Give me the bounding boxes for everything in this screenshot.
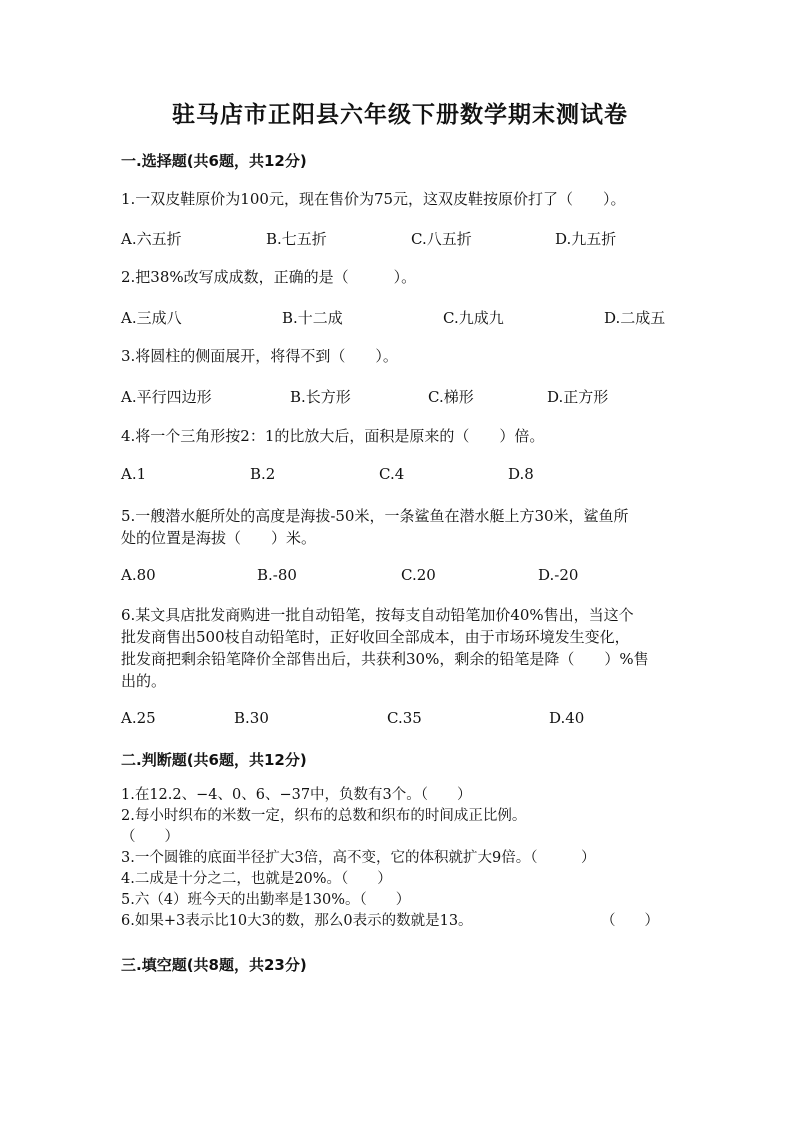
question-6-option-d: D.40 (549, 709, 585, 727)
judgment-6: 6.如果+3表示比10大3的数，那么0表示的数就是13。 (121, 913, 473, 929)
question-5-option-d: D.-20 (538, 566, 579, 584)
judgment-5: 5.六（4）班今天的出勤率是130%。（ ） (121, 892, 411, 908)
question-4-option-c: C.4 (379, 465, 405, 483)
question-3-option-b: B.长方形 (290, 388, 351, 406)
question-5-option-a: A.80 (121, 566, 156, 584)
question-1-stem: 1.一双皮鞋原价为100元，现在售价为75元，这双皮鞋按原价打了（ ）。 (121, 190, 626, 208)
question-4-option-b: B.2 (250, 465, 276, 483)
judgment-6-bracket: （ ） (601, 913, 659, 929)
question-5-option-b: B.-80 (257, 566, 297, 584)
question-1-option-b: B.七五折 (266, 230, 327, 248)
question-2-option-d: D.二成五 (604, 309, 666, 327)
judgment-3: 3.一个圆锥的底面半径扩大3倍，高不变，它的体积就扩大9倍。（ ） (121, 850, 596, 866)
question-3-stem: 3.将圆柱的侧面展开，将得不到（ ）。 (121, 347, 398, 365)
question-1-option-a: A.六五折 (121, 230, 182, 248)
page-title: 驻马店市正阳县六年级下册数学期末测试卷 (172, 101, 628, 128)
question-6-stem-line: 批发商把剩余铅笔降价全部售出后，共获利30%，剩余的铅笔是降（ ）%售 (121, 650, 649, 668)
question-6-option-b: B.30 (234, 709, 269, 727)
judgment-2-bracket: （ ） (121, 829, 179, 845)
question-6-stem-line: 出的。 (121, 672, 167, 690)
section-heading-fill-blank: 三.填空题(共8题，共23分) (121, 956, 307, 974)
question-6-stem-line: 批发商售出500枝自动铅笔时，正好收回全部成本，由于市场环境发生变化， (121, 628, 630, 646)
question-1-option-c: C.八五折 (411, 230, 472, 248)
question-2-stem: 2.把38%改写成成数，正确的是（ ）。 (121, 268, 417, 286)
question-2-option-c: C.九成九 (443, 309, 504, 327)
question-4-option-d: D.8 (508, 465, 534, 483)
question-5-stem-line: 处的位置是海拔（ ）米。 (121, 529, 317, 547)
question-4-stem: 4.将一个三角形按2：1的比放大后，面积是原来的（ ）倍。 (121, 427, 545, 445)
question-5-stem (121, 505, 681, 549)
question-3-option-c: C.梯形 (428, 388, 474, 406)
section-heading-judgment: 二.判断题(共6题，共12分) (121, 751, 307, 769)
question-6-stem (121, 604, 681, 692)
question-1-option-d: D.九五折 (555, 230, 617, 248)
judgment-2: 2.每小时织布的米数一定，织布的总数和织布的时间成正比例。 (121, 808, 527, 824)
question-6-stem-line: 6.某文具店批发商购进一批自动铅笔，按每支自动铅笔加价40%售出，当这个 (121, 606, 634, 624)
question-6-option-c: C.35 (387, 709, 422, 727)
judgment-4: 4.二成是十分之二，也就是20%。（ ） (121, 871, 392, 887)
question-2-option-b: B.十二成 (282, 309, 343, 327)
question-3-option-d: D.正方形 (547, 388, 609, 406)
question-3-option-a: A.平行四边形 (121, 388, 212, 406)
question-6-option-a: A.25 (121, 709, 156, 727)
question-4-option-a: A.1 (121, 465, 147, 483)
question-5-option-c: C.20 (401, 566, 436, 584)
question-2-option-a: A.三成八 (121, 309, 182, 327)
section-heading-choice: 一.选择题(共6题，共12分) (121, 152, 307, 170)
judgment-1: 1.在12.2、−4、0、6、−37中，负数有3个。（ ） (121, 787, 472, 803)
question-5-stem-line: 5.一艘潜水艇所处的高度是海拔-50米，一条鲨鱼在潜水艇上方30米，鲨鱼所 (121, 507, 629, 525)
